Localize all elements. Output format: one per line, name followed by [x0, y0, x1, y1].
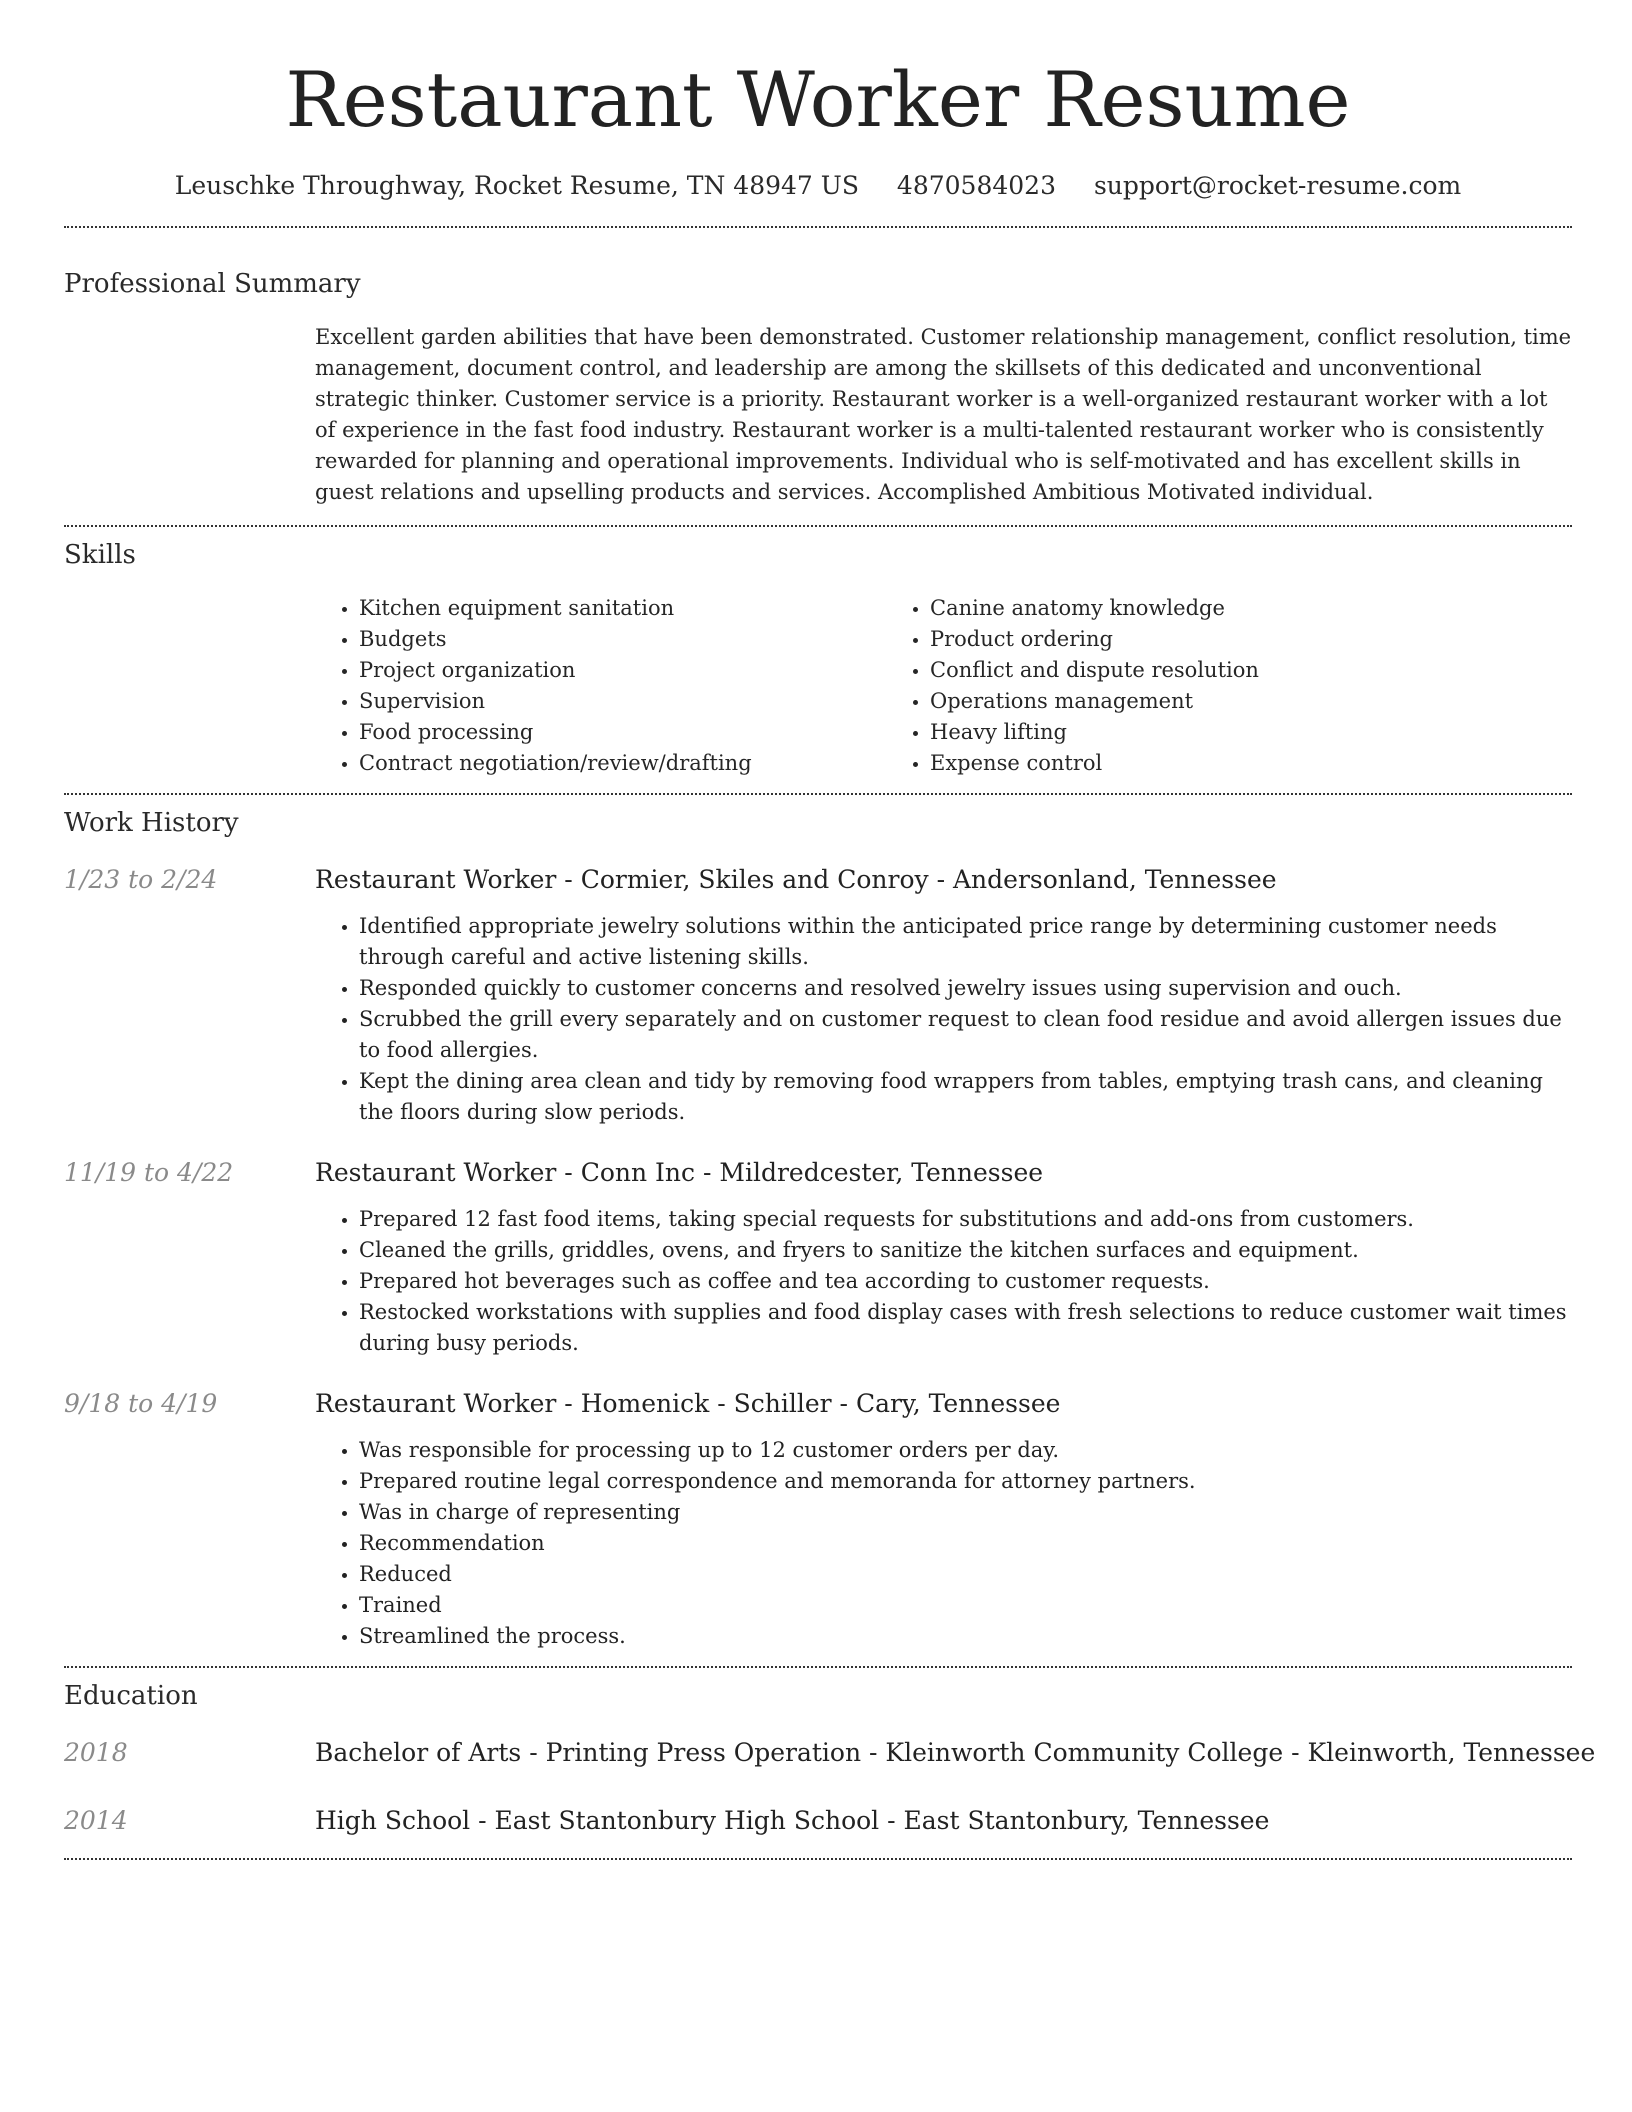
- job-bullet: • Scrubbed the grill every separately and on customer request to clean food residue and avoid allergen issues due to food allergies.: [359, 1004, 1572, 1066]
- contact-address: Leuschke Throughway, Rocket Resume, TN 48947 US: [174, 171, 859, 200]
- job-bullet: • Recommendation: [359, 1528, 1572, 1559]
- education-year: 2018: [64, 1738, 128, 1767]
- divider: [64, 1858, 1572, 1860]
- job-title: Restaurant Worker: [315, 865, 557, 894]
- skill-item: • Operations management: [930, 686, 1572, 717]
- job-bullets: [315, 1204, 1572, 1359]
- education-year: 2014: [64, 1806, 128, 1835]
- job-bullet: • Reduced: [359, 1559, 1572, 1590]
- summary-text: Excellent garden abilities that have been demonstrated. Customer relationship management, conflict resolution, time management, document control, and leadership are among the skillsets of this dedicated and unconventional strategic thinker. Customer service is a priority. Restaurant worker is a well-organized restaurant worker with a lot of experience in the fast food industry. Restaurant worker is a multi-talented restaurant worker who is consistently rewarded for planning and operational improvements. Individual who is self-motivated and has excellent skills in guest relations and upselling products and services. Accomplished Ambitious Motivated individual.: [315, 325, 1572, 504]
- job-dates: 9/18 to 4/19: [64, 1389, 218, 1418]
- skill-item: • Expense control: [930, 748, 1572, 779]
- job-bullet: • Kept the dining area clean and tidy by removing food wrappers from tables, emptying trash cans, and cleaning the floors during slow periods.: [359, 1066, 1572, 1128]
- education-entry: [64, 1804, 1572, 1838]
- education-details: High School - East Stantonbury High School - East Stantonbury, Tennessee: [315, 1806, 1270, 1835]
- contact-line: [64, 168, 1572, 204]
- job-details: [315, 1156, 1572, 1359]
- job-entry: [64, 1156, 1572, 1359]
- job-dates: 11/19 to 4/22: [64, 1158, 234, 1187]
- education-section: [64, 1678, 1596, 1838]
- job-bullet: • Prepared routine legal correspondence and memoranda for attorney partners.: [359, 1466, 1572, 1497]
- divider: [64, 1666, 1572, 1668]
- job-bullet: • Streamlined the process.: [359, 1621, 1572, 1652]
- skill-item: • Kitchen equipment sanitation: [359, 593, 886, 624]
- job-title: Restaurant Worker: [315, 1158, 557, 1187]
- job-heading: Restaurant Worker - Cormier, Skiles and Conroy - Andersonland, Tennessee: [315, 865, 1277, 894]
- job-company: Conn Inc: [580, 1158, 696, 1187]
- skill-item: • Heavy lifting: [930, 717, 1572, 748]
- skills-list-left: [315, 593, 886, 779]
- skills-section: [64, 537, 1572, 779]
- job-bullet: • Cleaned the grills, griddles, ovens, and fryers to sanitize the kitchen surfaces and equipment.: [359, 1235, 1572, 1266]
- job-bullet: • Was in charge of representing: [359, 1497, 1572, 1528]
- skill-item: • Budgets: [359, 624, 886, 655]
- job-bullets: [315, 911, 1572, 1128]
- divider: [64, 525, 1572, 527]
- job-company: Homenick - Schiller: [580, 1389, 832, 1418]
- job-entry: [64, 863, 1572, 1128]
- section-title-summary: Professional Summary: [64, 269, 361, 299]
- job-location: Cary, Tennessee: [855, 1389, 1061, 1418]
- job-bullet: • Prepared hot beverages such as coffee and tea according to customer requests.: [359, 1266, 1572, 1297]
- divider: [64, 226, 1572, 228]
- education-entry: [64, 1736, 1596, 1770]
- skill-item: • Supervision: [359, 686, 886, 717]
- job-heading: Restaurant Worker - Conn Inc - Mildredcester, Tennessee: [315, 1158, 1044, 1187]
- job-company: Cormier, Skiles and Conroy: [580, 865, 929, 894]
- section-title-skills: Skills: [64, 540, 136, 570]
- job-bullet: • Was responsible for processing up to 12 customer orders per day.: [359, 1435, 1572, 1466]
- skill-item: • Project organization: [359, 655, 886, 686]
- resume-title: Restaurant Worker Resume: [285, 55, 1351, 144]
- skill-item: • Contract negotiation/review/drafting: [359, 748, 886, 779]
- work-section: [64, 805, 1572, 1652]
- divider: [64, 793, 1572, 795]
- job-details: [315, 1387, 1572, 1652]
- summary-section: [64, 266, 1572, 508]
- job-location: Mildredcester, Tennessee: [719, 1158, 1044, 1187]
- skill-item: • Conflict and dispute resolution: [930, 655, 1572, 686]
- job-bullet: • Trained: [359, 1590, 1572, 1621]
- job-entry: [64, 1387, 1572, 1652]
- skill-item: • Canine anatomy knowledge: [930, 593, 1572, 624]
- resume-page: [64, 0, 1596, 1860]
- job-heading: Restaurant Worker - Homenick - Schiller - Cary, Tennessee: [315, 1389, 1061, 1418]
- contact-phone: 4870584023: [896, 171, 1056, 200]
- section-title-education: Education: [64, 1681, 198, 1711]
- skills-list-right: [886, 593, 1572, 779]
- skill-item: • Food processing: [359, 717, 886, 748]
- job-bullet: • Prepared 12 fast food items, taking special requests for substitutions and add-ons from customers.: [359, 1204, 1572, 1235]
- job-bullet: • Restocked workstations with supplies and food display cases with fresh selections to reduce customer wait times during busy periods.: [359, 1297, 1572, 1359]
- skill-item: • Product ordering: [930, 624, 1572, 655]
- education-details: Bachelor of Arts - Printing Press Operation - Kleinworth Community College - Kleinworth, Tennessee: [315, 1738, 1596, 1767]
- job-bullet: • Identified appropriate jewelry solutions within the anticipated price range by determining customer needs through careful and active listening skills.: [359, 911, 1572, 973]
- job-bullets: [315, 1435, 1572, 1652]
- job-dates: 1/23 to 2/24: [64, 865, 218, 894]
- job-details: [315, 863, 1572, 1128]
- contact-email: support@rocket-resume.com: [1093, 171, 1462, 200]
- job-title: Restaurant Worker: [315, 1389, 557, 1418]
- skills-grid: [315, 593, 1572, 779]
- job-location: Andersonland, Tennessee: [952, 865, 1277, 894]
- section-title-work: Work History: [64, 808, 239, 838]
- job-bullet: • Responded quickly to customer concerns and resolved jewelry issues using supervision and ouch.: [359, 973, 1572, 1004]
